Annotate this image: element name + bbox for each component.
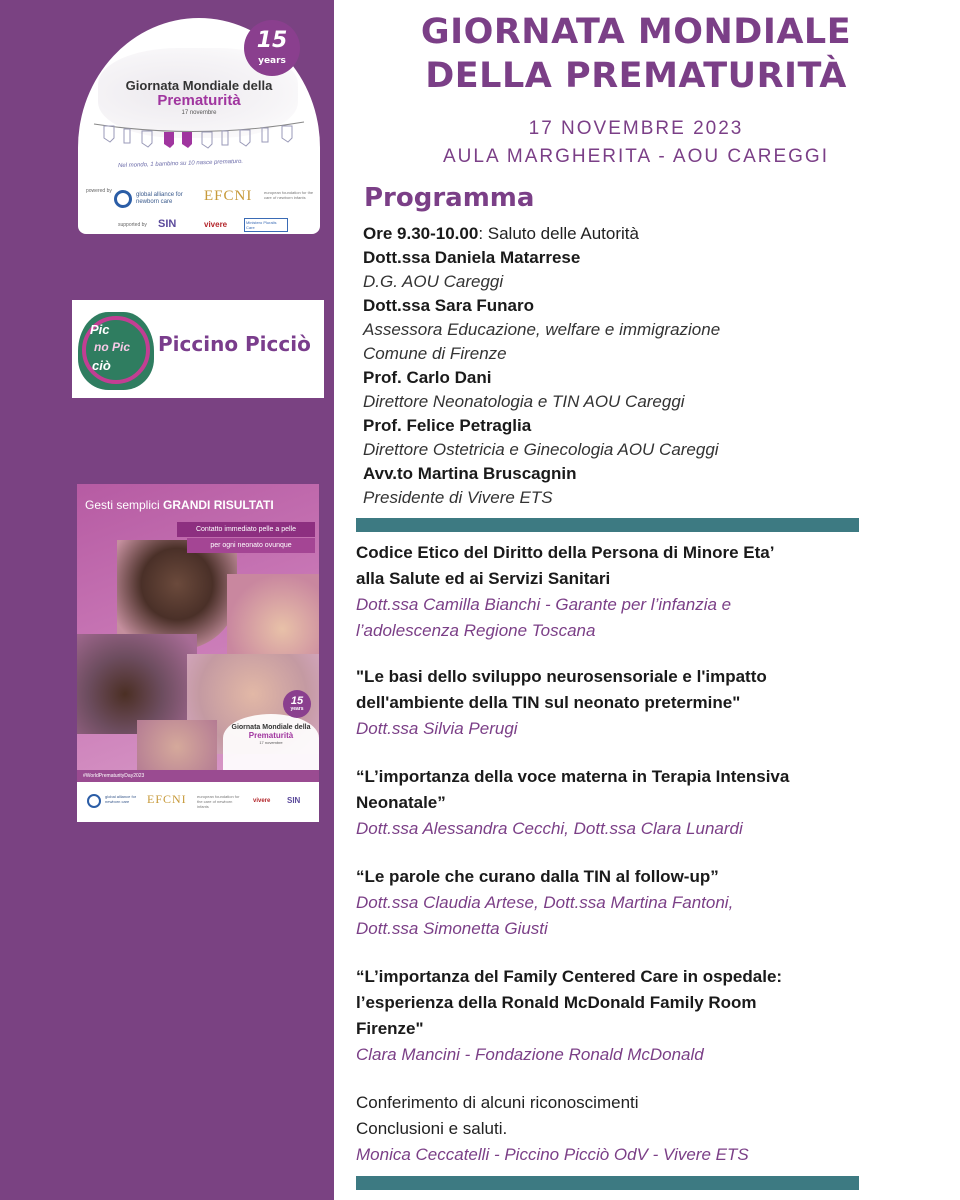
poster-badge-number: 15 xyxy=(290,695,304,707)
poster-headline xyxy=(85,498,274,512)
poster-photo-newborn-hat xyxy=(77,634,197,734)
partner-logo: Ministero Pluralis Care xyxy=(244,218,288,232)
talk-item xyxy=(356,964,916,1068)
talk-title: Codice Etico del Diritto della Persona di Minore Eta’ xyxy=(356,543,775,562)
talk-speaker: Dott.ssa Simonetta Giusti xyxy=(356,919,548,938)
session-description: : Saluto delle Autorità xyxy=(478,224,639,243)
supported-by-label: supported by xyxy=(118,222,147,228)
powered-by-label: powered by xyxy=(86,188,112,194)
talk-title: “L’importanza della voce materna in Terapia Intensiva xyxy=(356,767,790,786)
authority-name: Dott.ssa Sara Funaro xyxy=(363,296,534,315)
piccino-piccio-name: Piccino Picciò xyxy=(158,332,311,356)
closing-section xyxy=(356,1090,916,1168)
fifteen-years-badge xyxy=(244,20,300,76)
poster-vivere-logo: vivere xyxy=(253,798,271,804)
mark-text-1: Pic xyxy=(90,322,110,337)
authority-role: D.G. AOU Careggi xyxy=(363,272,504,291)
talk-title: alla Salute ed ai Servizi Sanitari xyxy=(356,569,611,588)
sin-logo: SIN xyxy=(158,218,177,230)
talk-speaker: Dott.ssa Alessandra Cecchi, Dott.ssa Clara Lunardi xyxy=(356,819,743,838)
authority-role: Direttore Ostetricia e Ginecologia AOU Careggi xyxy=(363,440,719,459)
poster-gfcni-label: global alliance for newborn care xyxy=(105,794,137,804)
talk-title: Neonatale” xyxy=(356,793,446,812)
poster-footer xyxy=(77,784,319,822)
talk-item xyxy=(356,864,916,942)
gfcni-logo-icon xyxy=(87,794,101,808)
talk-speaker: Dott.ssa Camilla Bianchi - Garante per l’infanzia e xyxy=(356,595,732,614)
talk-title: “L’importanza del Family Centered Care in ospedale: xyxy=(356,967,783,986)
clothesline-socks-icon xyxy=(92,118,306,158)
talk-title: l’esperienza della Ronald McDonald Family Room xyxy=(356,993,757,1012)
talk-speaker: Dott.ssa Claudia Artese, Dott.ssa Martina Fantoni, xyxy=(356,893,734,912)
piccino-piccio-mark-icon xyxy=(78,312,154,390)
page-title xyxy=(336,10,936,98)
authority-role: Direttore Neonatologia e TIN AOU Careggi xyxy=(363,392,685,411)
poster-sin-logo: SIN xyxy=(287,796,301,805)
poster-card-line1: Giornata Mondiale della xyxy=(231,724,311,731)
mark-text-3: ciò xyxy=(92,358,111,373)
section-divider-bottom xyxy=(356,1176,859,1190)
talk-speaker: Clara Mancini - Fondazione Ronald McDonald xyxy=(356,1045,704,1064)
logo-tagline: Nel mondo, 1 bambino su 10 nasce prematuro. xyxy=(117,158,244,170)
piccino-piccio-logo xyxy=(72,300,324,398)
title-line-1: GIORNATA MONDIALE xyxy=(420,12,852,52)
poster-photo-hands xyxy=(137,720,217,774)
mark-text-2: no Pic xyxy=(94,340,131,354)
efcni-description: european foundation for the care of newborn infants xyxy=(264,190,314,200)
poster-badge-label: years xyxy=(290,706,304,712)
closing-speakers: Monica Ceccatelli - Piccino Picciò OdV - Vivere ETS xyxy=(356,1145,749,1164)
logo-title-line2: Prematurità xyxy=(157,92,241,109)
poster-event-card xyxy=(223,714,319,774)
logo-title-line1: Giornata Mondiale della xyxy=(125,78,273,93)
authority-role: Comune di Firenze xyxy=(363,344,507,363)
logo-date: 17 novembre xyxy=(181,110,217,116)
badge-label: years xyxy=(258,56,286,66)
poster-card-line3: 17 novembre xyxy=(259,740,283,745)
talk-title: dell'ambiente della TIN sul neonato pretermine" xyxy=(356,693,741,712)
session-time-line xyxy=(363,222,863,246)
title-line-2: DELLA PREMATURITÀ xyxy=(425,56,847,96)
talk-speaker: Dott.ssa Silvia Perugi xyxy=(356,719,518,738)
campaign-poster xyxy=(77,484,319,822)
section-divider xyxy=(356,518,859,532)
poster-card-line2: Prematurità xyxy=(248,731,294,740)
authority-role: Assessora Educazione, welfare e immigrazione xyxy=(363,320,721,339)
programma-heading: Programma xyxy=(364,183,535,213)
authorities-greetings xyxy=(363,222,863,510)
session-time: Ore 9.30-10.00 xyxy=(363,224,479,243)
authority-name: Prof. Carlo Dani xyxy=(363,368,492,387)
talk-item xyxy=(356,540,916,644)
talk-speaker: l’adolescenza Regione Toscana xyxy=(356,621,596,640)
talk-item xyxy=(356,664,916,742)
talk-title: Firenze" xyxy=(356,1019,424,1038)
event-date: 17 NOVEMBRE 2023 xyxy=(528,118,744,139)
talk-item xyxy=(356,764,916,842)
gfcni-logo-icon xyxy=(114,190,132,208)
left-sidebar xyxy=(0,0,334,1200)
poster-fifteen-years-badge xyxy=(283,690,311,718)
closing-line: Conclusioni e saluti. xyxy=(356,1119,508,1138)
authority-name: Dott.ssa Daniela Matarrese xyxy=(363,248,581,267)
talk-title: “Le parole che curano dalla TIN al follow-up” xyxy=(356,867,719,886)
closing-line: Conferimento di alcuni riconoscimenti xyxy=(356,1093,639,1112)
event-venue: AULA MARGHERITA - AOU CAREGGI xyxy=(443,146,829,167)
talk-title: "Le basi dello sviluppo neurosensoriale e l'impatto xyxy=(356,667,767,686)
poster-efcni-description: european foundation for the care of newborn infants xyxy=(197,794,240,809)
authority-role: Presidente di Vivere ETS xyxy=(363,488,553,507)
badge-number: 15 xyxy=(256,28,288,53)
poster-subtitle-1: Contatto immediato pelle a pelle xyxy=(177,522,315,537)
authority-name: Prof. Felice Petraglia xyxy=(363,416,532,435)
poster-efcni-logo: EFCNI xyxy=(147,792,187,806)
vivere-logo: vivere xyxy=(204,220,228,229)
authority-name: Avv.to Martina Bruscagnin xyxy=(363,464,577,483)
poster-headline-bold: GRANDI RISULTATI xyxy=(163,498,274,512)
poster-subtitle-2: per ogni neonato ovunque xyxy=(187,538,315,553)
efcni-logo: EFCNI xyxy=(204,188,253,204)
poster-hashtag: #WorldPrematurityDay2023 xyxy=(77,770,319,782)
poster-headline-regular: Gesti semplici xyxy=(85,498,164,512)
gfcni-label: global alliance for newborn care xyxy=(136,192,183,205)
